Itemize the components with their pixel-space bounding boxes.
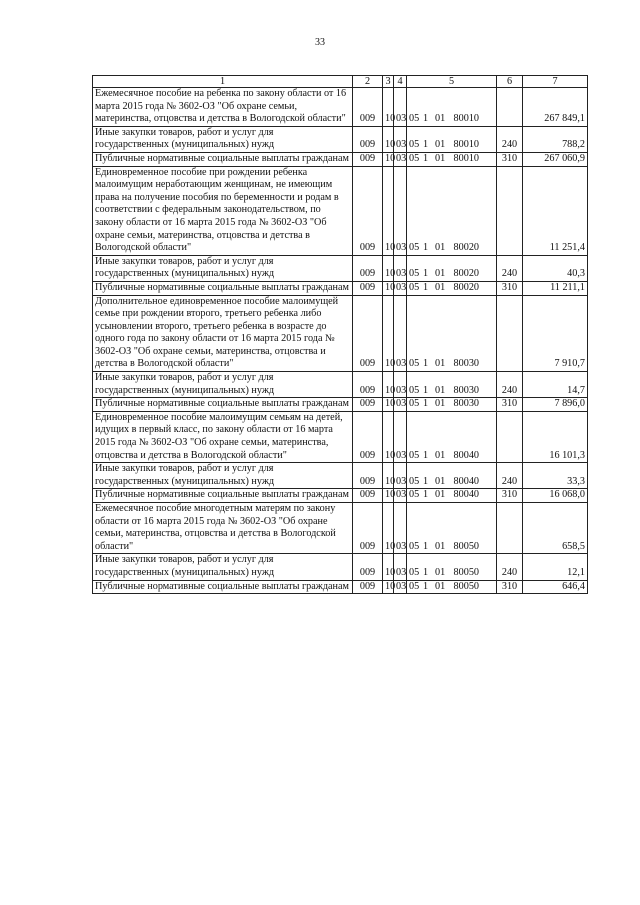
- row-rz: 10: [383, 281, 394, 295]
- row-csr: [407, 503, 497, 554]
- row-sum: 646,4: [523, 580, 588, 594]
- row-csr-part: 1: [423, 152, 429, 164]
- row-csr-part: 80040: [453, 489, 479, 501]
- table-row: [93, 88, 588, 127]
- row-rz: 10: [383, 411, 394, 462]
- row-sum: 658,5: [523, 503, 588, 554]
- row-csr-part: 01: [435, 358, 446, 370]
- row-csr-part: 05: [409, 540, 420, 552]
- row-sum: 16 101,3: [523, 411, 588, 462]
- row-csr-part: 1: [423, 489, 429, 501]
- row-sum: 33,3: [523, 463, 588, 489]
- row-pr: 03: [394, 166, 407, 255]
- row-csr-part: 01: [435, 152, 446, 164]
- row-csr-part: 05: [409, 398, 420, 410]
- row-csr-part: 01: [435, 449, 446, 461]
- header-col-7: 7: [523, 76, 588, 88]
- row-csr-part: 1: [423, 281, 429, 293]
- row-name: Публичные нормативные социальные выплаты гражданам: [93, 398, 353, 412]
- row-sum: 267 060,9: [523, 152, 588, 166]
- row-sum: 16 068,0: [523, 489, 588, 503]
- table-row: [93, 554, 588, 580]
- row-csr: [407, 463, 497, 489]
- row-ved: 009: [353, 152, 383, 166]
- row-name: Единовременное пособие малоимущим семьям на детей, идущих в первый класс, по закону области от 16 марта 2015 года № 3602-ОЗ "Об охране семьи, материнства, отцовства и детства в Вологодской области": [93, 411, 353, 462]
- row-csr-part: 1: [423, 358, 429, 370]
- row-csr: [407, 411, 497, 462]
- table-row: [93, 281, 588, 295]
- row-name: Публичные нормативные социальные выплаты гражданам: [93, 152, 353, 166]
- row-csr-part: 1: [423, 384, 429, 396]
- row-csr-part: 01: [435, 566, 446, 578]
- row-csr: [407, 372, 497, 398]
- row-csr-part: 80020: [453, 281, 479, 293]
- row-rz: 10: [383, 88, 394, 127]
- row-name: Единовременное пособие при рождении ребенка малоимущим неработающим женщинам, не имеющим права на получение пособия по беременности и родам в соответствии с федеральным законодательством, по закону области от 16 марта 2015 года № 3602-ОЗ "Об охране семьи, материнства, отцовства и детства в Вологодской области": [93, 166, 353, 255]
- row-csr: [407, 126, 497, 152]
- row-csr-part: 01: [435, 384, 446, 396]
- row-ved: 009: [353, 463, 383, 489]
- row-pr: 03: [394, 463, 407, 489]
- row-csr-part: 05: [409, 281, 420, 293]
- row-csr-part: 80050: [453, 580, 479, 592]
- row-csr: [407, 580, 497, 594]
- row-name: Публичные нормативные социальные выплаты гражданам: [93, 580, 353, 594]
- row-ved: 009: [353, 88, 383, 127]
- row-sum: 788,2: [523, 126, 588, 152]
- row-vr: 240: [497, 255, 523, 281]
- row-rz: 10: [383, 463, 394, 489]
- row-csr-part: 05: [409, 475, 420, 487]
- row-csr-part: 80020: [453, 242, 479, 254]
- header-col-4: 4: [394, 76, 407, 88]
- row-csr-part: 01: [435, 281, 446, 293]
- row-csr-part: 80010: [453, 152, 479, 164]
- row-ved: 009: [353, 398, 383, 412]
- row-csr: [407, 398, 497, 412]
- row-csr-part: 05: [409, 139, 420, 151]
- table-row: [93, 398, 588, 412]
- row-csr-part: 05: [409, 152, 420, 164]
- row-csr-part: 01: [435, 398, 446, 410]
- row-csr-part: 01: [435, 268, 446, 280]
- row-name: Дополнительное единовременное пособие малоимущей семье при рождении второго, третьего ребенка либо усыновлении второго, третьего ребенка в возрасте до одного года по закону области от 16 марта 2015 года № 3602-ОЗ "Об охране семьи, материнства, отцовства и детства в Вологодской области": [93, 295, 353, 372]
- row-vr: 310: [497, 489, 523, 503]
- table-row: [93, 463, 588, 489]
- row-vr: [497, 88, 523, 127]
- row-ved: 009: [353, 580, 383, 594]
- row-ved: 009: [353, 372, 383, 398]
- row-csr-part: 05: [409, 449, 420, 461]
- row-csr-part: 80040: [453, 475, 479, 487]
- row-rz: 10: [383, 295, 394, 372]
- row-sum: 14,7: [523, 372, 588, 398]
- row-csr-part: 05: [409, 384, 420, 396]
- row-csr-part: 01: [435, 540, 446, 552]
- row-sum: 12,1: [523, 554, 588, 580]
- row-vr: 310: [497, 152, 523, 166]
- row-ved: 009: [353, 295, 383, 372]
- row-rz: 10: [383, 554, 394, 580]
- row-csr-part: 01: [435, 113, 446, 125]
- row-vr: [497, 166, 523, 255]
- table-row: [93, 489, 588, 503]
- row-csr-part: 05: [409, 580, 420, 592]
- row-csr-part: 80050: [453, 540, 479, 552]
- table-row: [93, 503, 588, 554]
- row-name: Публичные нормативные социальные выплаты гражданам: [93, 489, 353, 503]
- row-ved: 009: [353, 489, 383, 503]
- row-csr-part: 05: [409, 268, 420, 280]
- row-name: Ежемесячное пособие многодетным матерям по закону области от 16 марта 2015 года № 3602-ОЗ "Об охране семьи, материнства, отцовства и детства в Вологодской области": [93, 503, 353, 554]
- row-csr-part: 05: [409, 489, 420, 501]
- row-csr-part: 80050: [453, 566, 479, 578]
- row-pr: 03: [394, 295, 407, 372]
- header-col-1: 1: [93, 76, 353, 88]
- header-row: [93, 76, 588, 88]
- row-ved: 009: [353, 166, 383, 255]
- row-csr: [407, 166, 497, 255]
- row-sum: 267 849,1: [523, 88, 588, 127]
- row-vr: 240: [497, 372, 523, 398]
- row-csr-part: 05: [409, 358, 420, 370]
- row-vr: [497, 411, 523, 462]
- row-csr-part: 05: [409, 113, 420, 125]
- row-csr-part: 05: [409, 242, 420, 254]
- row-rz: 10: [383, 580, 394, 594]
- row-pr: 03: [394, 411, 407, 462]
- row-sum: 11 251,4: [523, 166, 588, 255]
- row-ved: 009: [353, 126, 383, 152]
- row-csr: [407, 88, 497, 127]
- row-rz: 10: [383, 372, 394, 398]
- row-vr: 310: [497, 580, 523, 594]
- row-name: Публичные нормативные социальные выплаты гражданам: [93, 281, 353, 295]
- page-number: 33: [315, 37, 325, 48]
- row-pr: 03: [394, 88, 407, 127]
- header-col-5: 5: [407, 76, 497, 88]
- row-vr: 240: [497, 126, 523, 152]
- row-pr: 03: [394, 554, 407, 580]
- row-name: Ежемесячное пособие на ребенка по закону области от 16 марта 2015 года № 3602-ОЗ "Об охране семьи, материнства, отцовства и детства в Вологодской области": [93, 88, 353, 127]
- row-ved: 009: [353, 411, 383, 462]
- row-csr-part: 01: [435, 475, 446, 487]
- row-csr: [407, 281, 497, 295]
- row-rz: 10: [383, 398, 394, 412]
- table-row: [93, 580, 588, 594]
- row-csr-part: 01: [435, 139, 446, 151]
- table-row: [93, 411, 588, 462]
- row-csr-part: 80030: [453, 398, 479, 410]
- row-ved: 009: [353, 554, 383, 580]
- row-pr: 03: [394, 503, 407, 554]
- row-csr-part: 1: [423, 268, 429, 280]
- row-csr-part: 1: [423, 449, 429, 461]
- header-col-3: 3: [383, 76, 394, 88]
- row-csr-part: 80020: [453, 268, 479, 280]
- header-col-2: 2: [353, 76, 383, 88]
- row-vr: [497, 503, 523, 554]
- row-csr-part: 1: [423, 540, 429, 552]
- row-rz: 10: [383, 255, 394, 281]
- row-pr: 03: [394, 398, 407, 412]
- row-sum: 40,3: [523, 255, 588, 281]
- row-csr: [407, 152, 497, 166]
- row-csr-part: 80030: [453, 384, 479, 396]
- row-csr-part: 1: [423, 475, 429, 487]
- row-pr: 03: [394, 152, 407, 166]
- row-csr-part: 01: [435, 242, 446, 254]
- row-csr-part: 80040: [453, 449, 479, 461]
- row-csr: [407, 489, 497, 503]
- row-pr: 03: [394, 580, 407, 594]
- row-pr: 03: [394, 372, 407, 398]
- row-csr-part: 1: [423, 113, 429, 125]
- row-csr-part: 1: [423, 566, 429, 578]
- row-name: Иные закупки товаров, работ и услуг для государственных (муниципальных) нужд: [93, 463, 353, 489]
- row-rz: 10: [383, 503, 394, 554]
- row-csr-part: 80010: [453, 139, 479, 151]
- row-pr: 03: [394, 489, 407, 503]
- table-row: [93, 372, 588, 398]
- row-csr: [407, 554, 497, 580]
- row-name: Иные закупки товаров, работ и услуг для государственных (муниципальных) нужд: [93, 126, 353, 152]
- table-row: [93, 166, 588, 255]
- table-row: [93, 255, 588, 281]
- row-ved: 009: [353, 255, 383, 281]
- row-csr-part: 1: [423, 398, 429, 410]
- row-name: Иные закупки товаров, работ и услуг для государственных (муниципальных) нужд: [93, 372, 353, 398]
- row-csr-part: 01: [435, 580, 446, 592]
- row-sum: 11 211,1: [523, 281, 588, 295]
- row-rz: 10: [383, 126, 394, 152]
- row-csr: [407, 295, 497, 372]
- budget-table: [92, 75, 588, 594]
- row-csr-part: 1: [423, 139, 429, 151]
- table-row: [93, 295, 588, 372]
- row-vr: 310: [497, 398, 523, 412]
- row-rz: 10: [383, 152, 394, 166]
- row-ved: 009: [353, 281, 383, 295]
- row-pr: 03: [394, 255, 407, 281]
- row-name: Иные закупки товаров, работ и услуг для государственных (муниципальных) нужд: [93, 255, 353, 281]
- row-ved: 009: [353, 503, 383, 554]
- row-vr: 240: [497, 463, 523, 489]
- row-vr: [497, 295, 523, 372]
- table-row: [93, 126, 588, 152]
- row-vr: 240: [497, 554, 523, 580]
- row-csr-part: 01: [435, 489, 446, 501]
- row-rz: 10: [383, 166, 394, 255]
- row-pr: 03: [394, 281, 407, 295]
- row-csr-part: 1: [423, 580, 429, 592]
- row-csr-part: 80030: [453, 358, 479, 370]
- row-csr-part: 1: [423, 242, 429, 254]
- row-name: Иные закупки товаров, работ и услуг для государственных (муниципальных) нужд: [93, 554, 353, 580]
- row-sum: 7 896,0: [523, 398, 588, 412]
- row-rz: 10: [383, 489, 394, 503]
- row-vr: 310: [497, 281, 523, 295]
- row-csr-part: 80010: [453, 113, 479, 125]
- row-pr: 03: [394, 126, 407, 152]
- row-sum: 7 910,7: [523, 295, 588, 372]
- header-col-6: 6: [497, 76, 523, 88]
- row-csr-part: 05: [409, 566, 420, 578]
- row-csr: [407, 255, 497, 281]
- table-row: [93, 152, 588, 166]
